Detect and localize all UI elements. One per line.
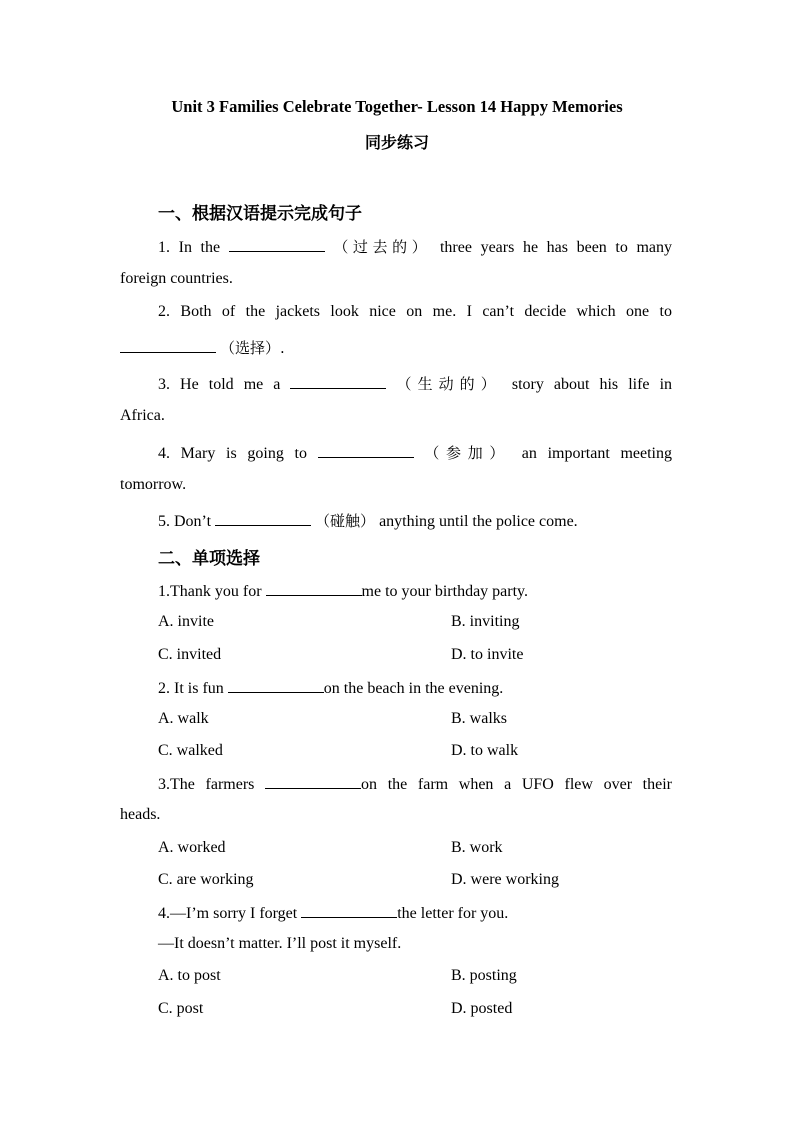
s1-q1-hint: （过去的） — [333, 238, 432, 256]
s2-q4-option-d: D. posted — [451, 1000, 513, 1017]
s2-q2-blank — [228, 678, 324, 693]
s1-q4-cont: tomorrow. — [120, 476, 187, 493]
s2-q2-option-b: B. walks — [451, 710, 507, 727]
s1-q5-blank — [215, 511, 311, 526]
s1-q4-post: an important meeting — [521, 445, 673, 462]
s1-q5-pre: 5. Don’t — [158, 513, 212, 530]
s2-q4-stem — [158, 903, 508, 923]
s2-q1-stem — [158, 581, 528, 601]
s2-q1-option-b: B. inviting — [451, 613, 520, 630]
s2-q4-post: the letter for you. — [397, 905, 509, 922]
s2-q2-pre: 2. It is fun — [158, 680, 224, 697]
s1-q3-pre: 3. He told me a — [158, 376, 281, 393]
s2-q1-option-d: D. to invite — [451, 646, 524, 663]
s1-q3-line1 — [158, 373, 672, 394]
s2-q1-blank — [266, 581, 362, 596]
s2-q3-option-c: C. are working — [158, 871, 254, 888]
s2-q3-option-a: A. worked — [158, 839, 226, 856]
s1-q1-blank — [229, 237, 325, 252]
page-subtitle: 同步练习 — [364, 133, 429, 152]
s2-q4-option-b: B. posting — [451, 967, 517, 984]
s2-q2-option-d: D. to walk — [451, 742, 519, 759]
s1-q5-line1 — [158, 510, 578, 531]
s1-q3-hint: （生动的） — [396, 375, 502, 393]
section2-heading: 二、单项选择 — [158, 549, 260, 569]
s1-q2-line1: 2. Both of the jackets look nice on me. I can’t decide which one to — [158, 303, 672, 320]
section1-heading: 一、根据汉语提示完成句子 — [158, 204, 362, 224]
s1-q1-line1 — [158, 236, 672, 257]
s2-q3-option-d: D. were working — [451, 871, 559, 888]
s1-q5-hint: （碰触） — [315, 512, 376, 530]
s2-q4-option-a: A. to post — [158, 967, 221, 984]
s1-q3-cont: Africa. — [120, 407, 165, 424]
s2-q1-post: me to your birthday party. — [361, 583, 529, 600]
s2-q2-post: on the beach in the evening. — [323, 680, 504, 697]
s2-q2-stem — [158, 678, 503, 698]
s2-q3-stem — [158, 774, 672, 794]
s1-q5-post: anything until the police come. — [379, 513, 578, 530]
s2-q2-option-a: A. walk — [158, 710, 209, 727]
s1-q1-post: three years he has been to many — [439, 239, 672, 256]
s2-q1-option-c: C. invited — [158, 646, 222, 663]
s2-q4-pre: 4.—I’m sorry I forget — [158, 905, 298, 922]
s2-q3-pre: 3.The farmers — [158, 776, 255, 793]
s1-q1-pre: 1. In the — [158, 239, 221, 256]
s2-q3-option-b: B. work — [451, 839, 503, 856]
s2-q4-reply: —It doesn’t matter. I’ll post it myself. — [158, 935, 402, 952]
s1-q3-blank — [290, 374, 386, 389]
s1-q3-post: story about his life in — [511, 376, 673, 393]
page-title: Unit 3 Families Celebrate Together- Lesson 14 Happy Memories — [171, 97, 623, 116]
s1-q4-hint: （参加） — [424, 444, 512, 462]
s1-q1-cont: foreign countries. — [120, 270, 233, 287]
s2-q4-blank — [301, 903, 397, 918]
s1-q4-pre: 4. Mary is going to — [158, 445, 307, 462]
s1-q2-line2 — [120, 337, 285, 358]
s2-q3-post: on the farm when a UFO flew over their — [361, 776, 672, 793]
s2-q1-option-a: A. invite — [158, 613, 214, 630]
s2-q4-option-c: C. post — [158, 1000, 204, 1017]
s2-q3-blank — [265, 774, 361, 789]
s2-q1-pre: 1.Thank you for — [158, 583, 262, 600]
s2-q3-cont: heads. — [120, 806, 161, 823]
s1-q2-blank — [120, 338, 216, 353]
s2-q2-option-c: C. walked — [158, 742, 223, 759]
s1-q4-blank — [318, 443, 414, 458]
s1-q2-hint: （选择）. — [220, 339, 285, 357]
s1-q4-line1 — [158, 442, 672, 463]
